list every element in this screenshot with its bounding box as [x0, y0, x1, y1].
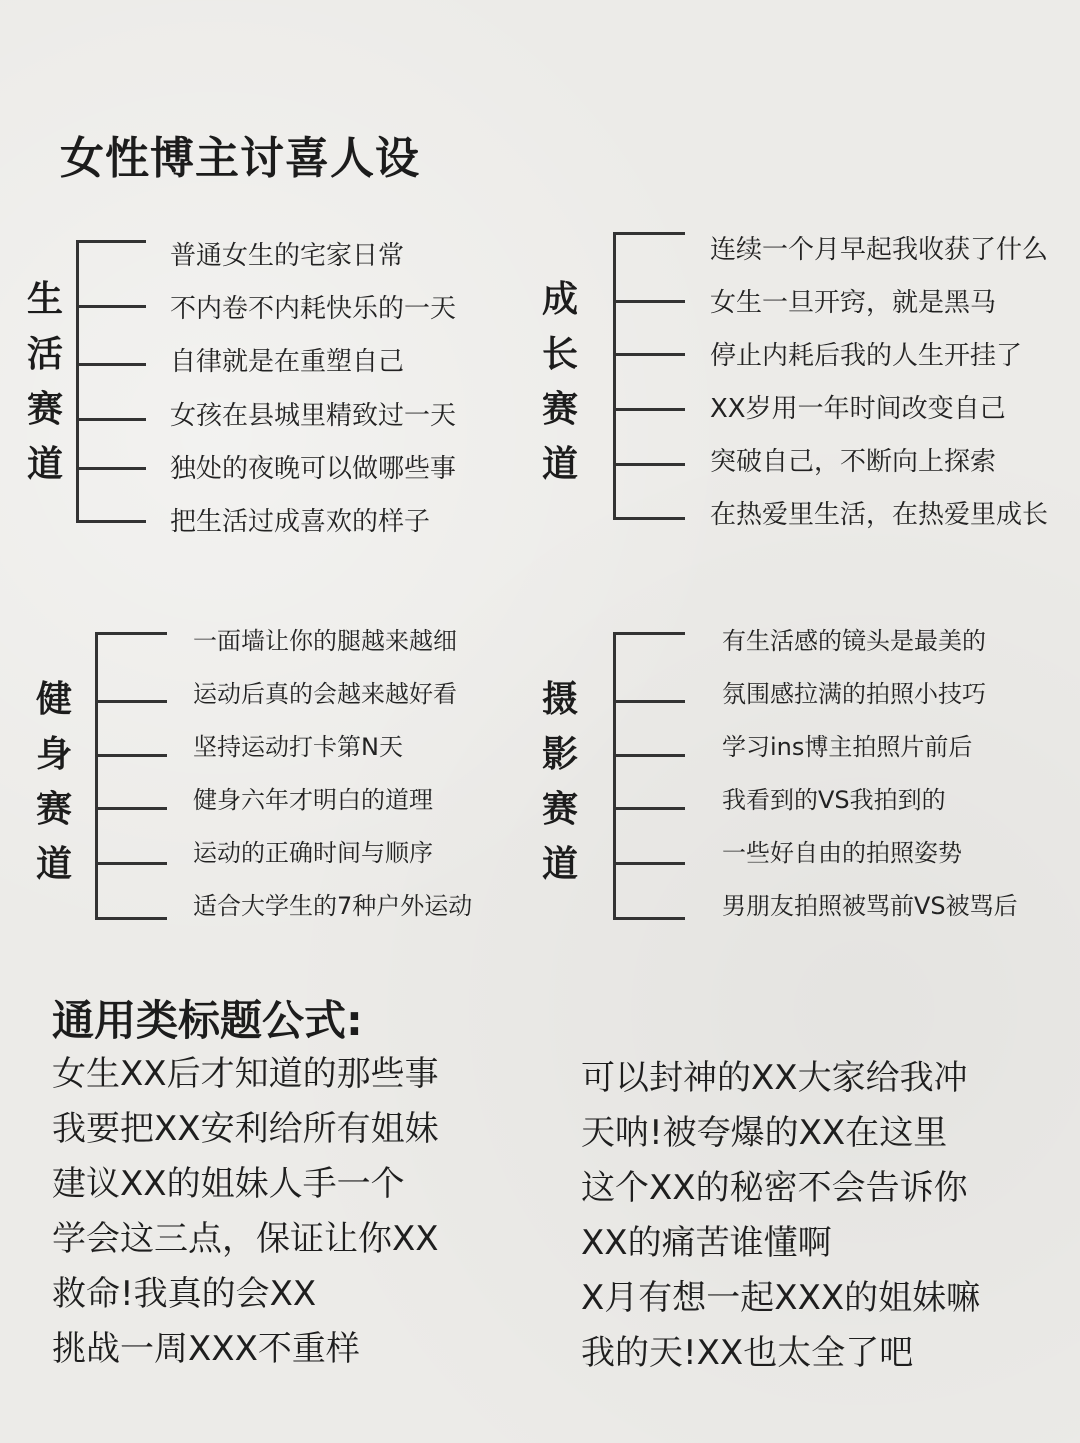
track-item: 突破自己，不断向上探索	[710, 447, 997, 477]
track-item: 学习ins博主拍照片前后	[722, 733, 973, 761]
bracket-branch	[95, 917, 167, 920]
label-char: 身	[35, 734, 72, 775]
label-char: 摄	[541, 679, 578, 720]
track-item: 女生一旦开窍，就是黑马	[710, 288, 997, 318]
track-item: 普通女生的宅家日常	[170, 241, 405, 271]
formula-line: 我要把XX安利给所有姐妹	[52, 1109, 439, 1149]
track-label-growth	[538, 272, 582, 492]
track-item: 氛围感拉满的拍照小技巧	[722, 680, 986, 708]
track-label-photo	[538, 672, 582, 892]
bracket-branch	[613, 807, 685, 810]
page-title: 女性博主讨喜人设	[60, 133, 420, 184]
track-item: 连续一个月早起我收获了什么	[710, 235, 1049, 265]
track-item: 健身六年才明白的道理	[193, 786, 433, 814]
bracket-branch	[613, 300, 685, 303]
bracket-branch	[95, 807, 167, 810]
track-item: 停止内耗后我的人生开挂了	[710, 341, 1023, 371]
bracket-spine	[76, 240, 79, 523]
label-char: 道	[541, 444, 578, 485]
formula-line: 我的天!XX也太全了吧	[581, 1333, 914, 1373]
track-label-fitness	[32, 672, 76, 892]
label-char: 道	[541, 844, 578, 885]
track-item: 独处的夜晚可以做哪些事	[170, 454, 457, 484]
track-item: 运动后真的会越来越好看	[193, 680, 457, 708]
track-item: 运动的正确时间与顺序	[193, 839, 433, 867]
bracket-branch	[95, 862, 167, 865]
label-char: 赛	[35, 789, 72, 830]
bracket-branch	[95, 632, 167, 635]
bracket-branch	[76, 363, 146, 366]
bracket-branch	[95, 754, 167, 757]
formula-line: XX的痛苦谁懂啊	[581, 1223, 832, 1263]
formula-line: 女生XX后才知道的那些事	[52, 1054, 439, 1094]
bracket-spine	[613, 632, 616, 920]
track-item: 坚持运动打卡第N天	[193, 733, 403, 761]
label-char: 健	[35, 679, 72, 720]
label-char: 赛	[26, 389, 63, 430]
formula-line: 天呐!被夸爆的XX在这里	[581, 1113, 948, 1153]
track-item: 男朋友拍照被骂前VS被骂后	[722, 892, 1018, 920]
bracket-branch	[613, 862, 685, 865]
formula-line: 挑战一周XXX不重样	[52, 1329, 360, 1369]
track-item: 一面墙让你的腿越来越细	[193, 627, 457, 655]
label-char: 赛	[541, 789, 578, 830]
track-label-life	[23, 272, 67, 492]
track-item: 自律就是在重塑自己	[170, 347, 405, 377]
label-char: 赛	[541, 389, 578, 430]
label-char: 道	[35, 844, 72, 885]
bracket-branch	[613, 353, 685, 356]
formula-line: 救命!我真的会XX	[52, 1274, 317, 1314]
label-char: 生	[26, 279, 63, 320]
formula-line: 学会这三点，保证让你XX	[52, 1219, 439, 1259]
label-char: 成	[541, 279, 578, 320]
formula-line: X月有想一起XXX的姐妹嘛	[581, 1278, 981, 1318]
label-char: 活	[26, 334, 63, 375]
track-item: 适合大学生的7种户外运动	[193, 892, 473, 920]
track-item: 把生活过成喜欢的样子	[170, 507, 431, 537]
track-item: 我看到的VS我拍到的	[722, 786, 946, 814]
bracket-spine	[613, 232, 616, 520]
track-item: 有生活感的镜头是最美的	[722, 627, 986, 655]
bracket-branch	[613, 632, 685, 635]
bracket-branch	[76, 467, 146, 470]
track-item: 在热爱里生活，在热爱里成长	[710, 500, 1049, 530]
bracket-branch	[76, 418, 146, 421]
bracket-branch	[613, 517, 685, 520]
bracket-branch	[76, 520, 146, 523]
bracket-spine	[95, 632, 98, 920]
bracket-branch	[76, 305, 146, 308]
track-item: XX岁用一年时间改变自己	[710, 394, 1006, 424]
formula-line: 这个XX的秘密不会告诉你	[581, 1168, 968, 1208]
formula-line: 建议XX的姐妹人手一个	[52, 1164, 405, 1204]
label-char: 道	[26, 444, 63, 485]
track-item: 不内卷不内耗快乐的一天	[170, 294, 457, 324]
bracket-branch	[613, 754, 685, 757]
bracket-branch	[76, 240, 146, 243]
bracket-branch	[613, 700, 685, 703]
formulas-title: 通用类标题公式:	[52, 996, 363, 1045]
track-item: 一些好自由的拍照姿势	[722, 839, 962, 867]
bracket-branch	[613, 917, 685, 920]
bracket-branch	[613, 232, 685, 235]
formula-line: 可以封神的XX大家给我冲	[581, 1058, 968, 1098]
bracket-branch	[95, 700, 167, 703]
bracket-branch	[613, 408, 685, 411]
track-item: 女孩在县城里精致过一天	[170, 401, 457, 431]
label-char: 影	[541, 734, 578, 775]
label-char: 长	[541, 334, 578, 375]
bracket-branch	[613, 463, 685, 466]
